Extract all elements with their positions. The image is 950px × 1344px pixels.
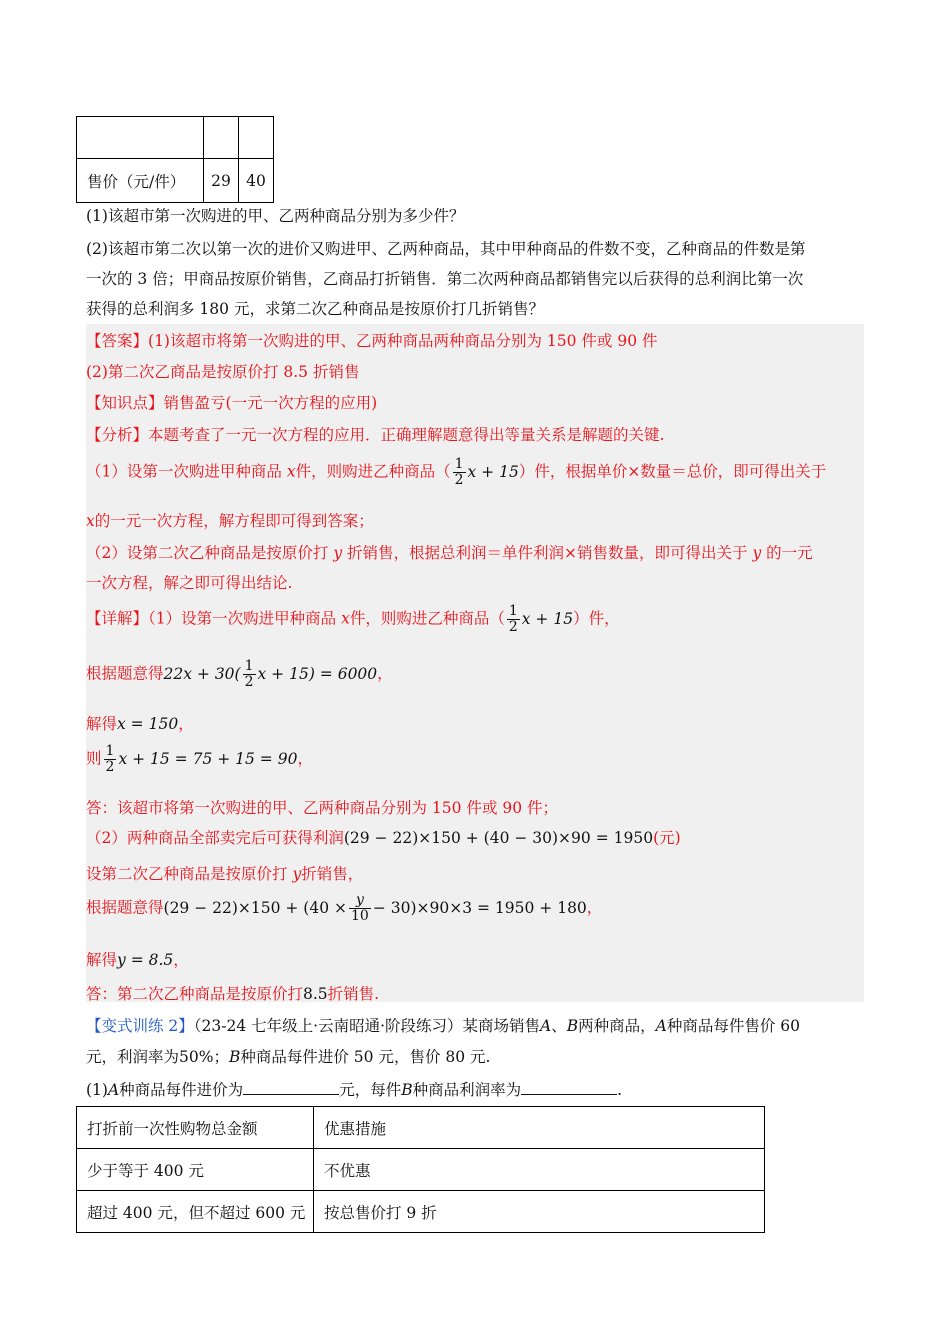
text-run: 种商品每件进价 50 元，售价 80 元. [240, 1048, 491, 1066]
text-run: (1) [86, 1081, 108, 1099]
fraction: $\frac{y}{10}$ [351, 892, 369, 924]
var-B: B [566, 1017, 579, 1035]
math-expr: (29 − 22)×150 + (40 × [163, 898, 347, 917]
knowledge-tag: 【知识点】 [86, 394, 164, 412]
table-cell [77, 117, 204, 159]
text-run: 元，每件 [339, 1081, 402, 1099]
var-A: A [655, 1017, 667, 1035]
table-row [77, 117, 274, 159]
text-run: （1）设第一次购进甲种商品 [86, 462, 282, 481]
equation-2-line [86, 893, 602, 924]
text-run: 则 [86, 749, 102, 768]
text-run: 件，则购进乙种商品（ [349, 609, 505, 628]
var-x: x [286, 462, 296, 481]
price-table [76, 116, 274, 203]
table-row [77, 1107, 765, 1149]
var-y: y [752, 544, 762, 562]
math-expr: x + 15 [521, 609, 574, 628]
text-run: 根据题意得 [86, 898, 164, 917]
variant-line-1 [86, 1014, 800, 1036]
text-run: 件，则购进乙种商品（ [295, 462, 451, 481]
question-2-line: 获得的总利润多 180 元，求第二次乙种商品是按原价打几折销售？ [86, 300, 544, 318]
question-2-line: (2)该超市第二次以第一次的进价又购进甲、乙两种商品，其中甲种商品的件数不变，乙种商品的件数是第 [86, 240, 806, 258]
text-run: 答：第二次乙种商品是按原价打 [86, 985, 304, 1003]
fraction: $\frac{1}{2}$ [454, 456, 464, 488]
var-B: B [401, 1081, 413, 1099]
knowledge-text: 销售盈亏(一元一次方程的应用) [163, 394, 378, 412]
var-y: y [292, 865, 302, 883]
analysis-text: 本题考查了一元一次方程的应用．正确理解题意得出等量关系是解题的关键. [148, 426, 665, 444]
var-A: A [107, 1081, 120, 1099]
discount-table [76, 1106, 765, 1233]
answer-1-line: 答：该超市将第一次购进的甲、乙两种商品分别为 150 件或 90 件； [86, 799, 559, 817]
text-run: ， [297, 749, 313, 768]
knowledge-line [86, 391, 377, 413]
math-expr: 8.5 [303, 985, 328, 1003]
var-B: B [228, 1048, 241, 1066]
text-run: 种商品每件售价 60 [666, 1017, 800, 1035]
variant-tag: 【变式训练 2】 [86, 1017, 194, 1035]
detail-line-1 [86, 604, 620, 635]
text-run: 、 [551, 1017, 567, 1035]
table-cell [239, 117, 274, 159]
text-run: 解得 [86, 715, 118, 733]
answer-line-2: (2)第二次乙商品是按原价打 8.5 折销售 [86, 363, 360, 381]
var-x: x [341, 609, 350, 628]
text-run: ， [586, 898, 603, 917]
math-expr: 22x + 30( [163, 664, 241, 683]
table-cell: 29 [204, 159, 239, 203]
text-run: 种商品每件进价为 [119, 1081, 244, 1099]
table-cell: 打折前一次性购物总金额 [77, 1107, 314, 1149]
table-cell: 优惠措施 [314, 1107, 765, 1149]
text-run: . [617, 1081, 623, 1099]
table-cell: 少于等于 400 元 [77, 1149, 314, 1191]
question-2-line: 一次的 3 倍；甲商品按原价销售，乙商品打折销售．第二次两种商品都销售完以后获得的总利润比第一次 [86, 270, 804, 288]
fraction: $\frac{1}{2}$ [244, 658, 254, 690]
analysis-paragraph-2-cont: 一次方程，解之即可得出结论. [86, 574, 293, 592]
table-cell: 按总售价打 9 折 [314, 1191, 765, 1233]
text-run: ， [178, 715, 194, 733]
text-run: ， [173, 951, 189, 969]
table-cell: 40 [239, 159, 274, 203]
set-y-line [86, 862, 363, 884]
text-run: 两种商品， [578, 1017, 656, 1035]
table-row [77, 1191, 765, 1233]
text-run: 种商品利润率为 [412, 1081, 522, 1099]
math-expr: x = 150 [117, 715, 179, 733]
text-run: 设第二次乙种商品是按原价打 [86, 865, 288, 883]
table-cell [204, 117, 239, 159]
variant-question-1 [86, 1078, 622, 1100]
text-run: 的一元一次方程，解方程即可得到答案； [94, 512, 374, 530]
math-expr: x + 15 [467, 462, 519, 481]
analysis-line [86, 423, 664, 445]
text-run: 折销售. [327, 985, 380, 1003]
text-run: （23-24 七年级上·云南昭通·阶段练习）某商场销售 [193, 1017, 541, 1035]
text-run: (元) [653, 829, 681, 847]
equation-1-line [86, 659, 393, 690]
analysis-paragraph-1 [86, 457, 826, 488]
question-1: (1)该超市第一次购进的甲、乙两种商品分别为多少件？ [86, 207, 465, 225]
text-run: ）件， [573, 609, 620, 628]
var-y: y [333, 544, 343, 562]
text-run: （2）设第二次乙种商品是按原价打 [86, 544, 329, 562]
var-A: A [540, 1017, 552, 1035]
text-run: 折销售， [301, 865, 364, 883]
fraction: $\frac{1}{2}$ [105, 743, 115, 775]
text-run: （1）设第一次购进甲种商品 [148, 609, 337, 628]
math-expr: (29 − 22)×150 + (40 − 30)×90 = 1950 [343, 829, 654, 847]
math-expr: x + 15) = 6000 [257, 664, 378, 683]
table-cell: 超过 400 元，但不超过 600 元 [77, 1191, 314, 1233]
answer-tag: 【答案】 [86, 332, 149, 350]
math-expr: − 30)×90×3 = 1950 + 180 [372, 898, 587, 917]
profit-line [86, 826, 681, 848]
analysis-paragraph-1-cont [86, 509, 374, 531]
fraction: $\frac{1}{2}$ [508, 603, 518, 635]
answer-blank[interactable] [521, 1080, 617, 1095]
analysis-paragraph-2 [86, 541, 813, 563]
answer-blank[interactable] [243, 1080, 339, 1095]
table-row [77, 159, 274, 203]
solution-y-line [86, 948, 189, 970]
text-run: 的一元 [766, 544, 813, 562]
variant-line-2 [86, 1045, 490, 1067]
math-expr: y = 8.5 [117, 951, 174, 969]
table-cell: 售价（元/件） [77, 159, 204, 203]
answer-2-line [86, 982, 379, 1004]
text-run: 折销售，根据总利润＝单件利润×销售数量，即可得出关于 [347, 544, 748, 562]
table-cell: 不优惠 [314, 1149, 765, 1191]
text-run: ； [213, 1048, 229, 1066]
text-run: ）件，根据单价×数量＝总价，即可得出关于 [518, 462, 827, 481]
text-run: 元，利润率为 [86, 1048, 180, 1066]
text-run: 解得 [86, 951, 118, 969]
text-run: ， [377, 664, 393, 683]
text-run: 根据题意得 [86, 664, 164, 683]
text-run: （2）两种商品全部卖完后可获得利润 [86, 829, 344, 847]
analysis-tag: 【分析】 [86, 426, 149, 444]
detail-tag: 【详解】 [86, 609, 149, 628]
table-row [77, 1149, 765, 1191]
solution-x-line [86, 712, 194, 734]
answer-line [86, 329, 658, 351]
rate-value: 50% [179, 1048, 214, 1066]
var-x: x [86, 512, 95, 530]
answer-text: (1)该超市将第一次购进的甲、乙两种商品两种商品分别为 150 件或 90 件 [148, 332, 658, 350]
then-line [86, 744, 313, 775]
math-expr: x + 15 = 75 + 15 = 90 [118, 749, 298, 768]
